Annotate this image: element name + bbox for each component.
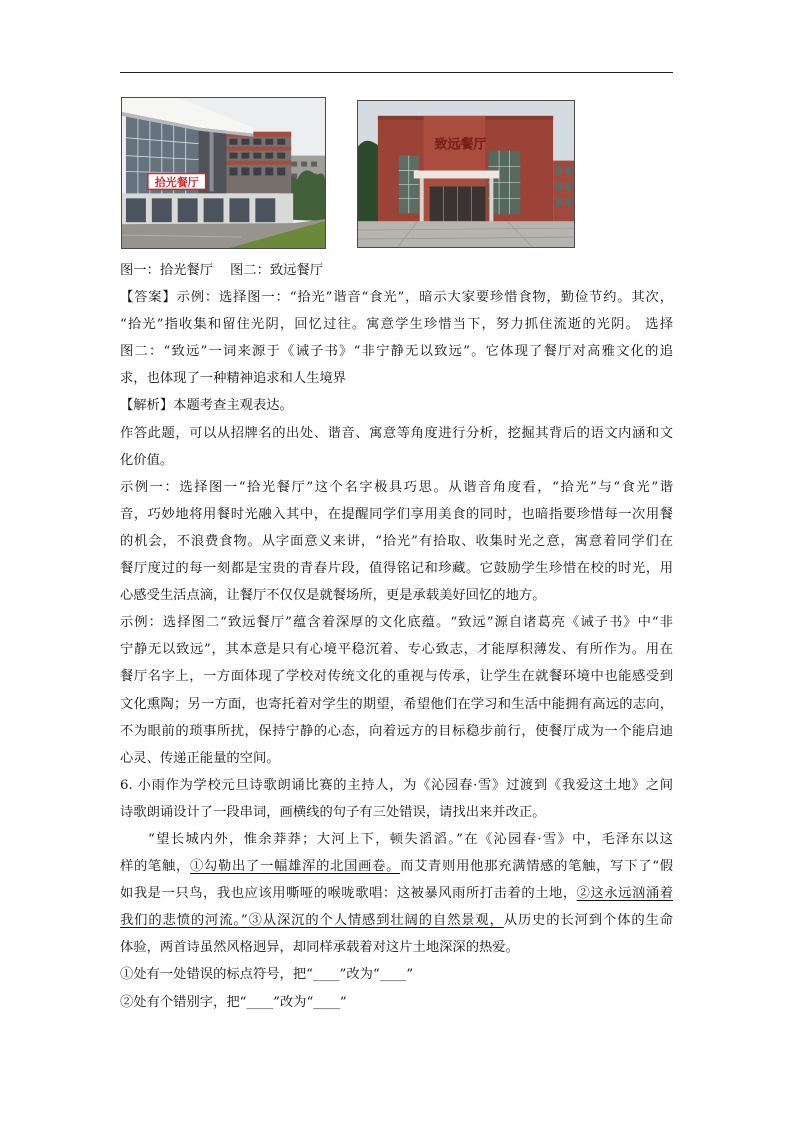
passage-line: “望长城内外，惟余莽莽；大河上下，顿失滔滔。”在《沁园春·雪》中，毛泽东以这 [148, 831, 673, 847]
passage-text: 如我是一只鸟，我也应该用嘶哑的喉咙歌唱：这被暴风雨所打击着的土地， [120, 886, 577, 902]
passage-line [120, 853, 673, 880]
question6-stem-line: 诗歌朗诵设计了一段串词，画横线的句子有三处错误，请找出来并改正。 [120, 804, 546, 820]
example2-line: 不为眼前的琐事所扰，保持宁静的心态，向着远方的目标稳步前行，使餐厅成为一个能启迪 [120, 723, 673, 739]
passage-line [120, 880, 673, 907]
figure-caption: 图一：拾光餐厅 图二：致远餐厅 [120, 263, 324, 278]
example1-line: 示例一：选择图一“拾光餐厅”这个名字极具巧思。从谐音角度看，“拾光”与“食光”谐 [120, 479, 673, 495]
restaurant-sign [148, 173, 206, 189]
analysis-line: 化价值。 [120, 452, 174, 468]
analysis-heading: 【解析】本题考查主观表达。 [120, 398, 293, 414]
right-annex [553, 161, 574, 223]
left-windows [399, 156, 419, 214]
answer-line: 【答案】示例：选择图一：“拾光”谐音“食光”，暗示大家要珍惜食物，勤俭节约。其次， [120, 290, 673, 306]
task-line: ①处有一处错误的标点符号，把“____”改为“____” [120, 967, 414, 983]
passage-text: 从历史的长河到个体的生命 [503, 913, 674, 929]
underlined-sentence-2: ②这永远汹涌着 [576, 886, 674, 902]
example2-line: 宁静无以致远”，其本意是只有心境平稳沉着、专心致志，才能厚积薄发、有所作为。用在 [120, 642, 673, 658]
example2-line: 示例：选择图二“致远餐厅”蕴含着深厚的文化底蕴。“致远”源自诸葛亮《诫子书》中“非 [120, 615, 673, 631]
underlined-sentence-3: ③从深沉的个人情感到壮阔的自然景观， [247, 913, 504, 929]
sign-text: 拾光餐厅 [154, 175, 199, 189]
photo-shiguang-drawing [122, 98, 325, 248]
example1-line: 餐厅度过的每一刻都是宝贵的青春片段，值得铭记和珍藏。它鼓励学生珍惜在校的时光，用 [120, 561, 673, 577]
example2-line: 餐厅名字上，一方面体现了学校对传统文化的重视与传承，让学生在就餐环境中也能感受到 [120, 669, 673, 685]
passage-line: 体验，两首诗虽然风格迥异，却同样承载着对这片土地深深的热爱。 [120, 940, 519, 956]
question6-stem-line: 6. 小雨作为学校元旦诗歌朗诵比赛的主持人，为《沁园春·雪》过渡到《我爱这土地》之间 [120, 777, 673, 793]
photo-shiguang-restaurant [121, 97, 326, 249]
example1-line: 音，巧妙地将用餐时光融入其中，在提醒同学们享用美食的同时，也暗指要珍惜每一次用餐 [120, 506, 673, 522]
task-line: ②处有个错别字，把“____”改为“____” [120, 994, 347, 1010]
analysis-line: 作答此题，可以从招牌名的出处、谐音、寓意等角度进行分析，挖掘其背后的语文内涵和文 [120, 425, 673, 441]
photo-zhiyuan-restaurant [357, 100, 575, 248]
pavement [358, 221, 574, 247]
upper-brick-block [225, 132, 291, 194]
header-rule [120, 72, 673, 73]
example2-line: 心灵、传递正能量的空间。 [120, 750, 280, 766]
document-body [120, 257, 673, 1016]
passage-text: 而艾青则用他那充满情感的笔触，写下了“假 [400, 859, 673, 875]
passage-line [120, 907, 673, 934]
example1-line: 心感受生活点滴，让餐厅不仅仅是就餐场所，更是承载美好回忆的地方。 [120, 588, 546, 604]
underlined-sentence-2-end: 我们的悲愤的河流。” [120, 913, 248, 929]
photo-zhiyuan-drawing [358, 101, 574, 247]
underlined-sentence-1: ①勾勒出了一幅雄浑的北国画卷。 [190, 859, 401, 875]
passage-text: 样的笔触， [120, 859, 191, 875]
answer-line: 求，也体现了一种精神追求和人生境界 [120, 371, 347, 387]
sign-text: 致远餐厅 [434, 137, 487, 153]
example1-line: 的机会，不浪费食物。从字面意义来讲，“拾光”有拾取、收集时光之意，寓意着同学们在 [120, 533, 673, 549]
answer-line: 图二：“致远”一词来源于《诫子书》“非宁静无以致远”。它体现了餐厅对高雅文化的追 [120, 344, 673, 360]
example2-line: 文化熏陶；另一方面，也寄托着对学生的期望，希望他们在学习和生活中能拥有高远的志向， [120, 696, 673, 712]
answer-line: “拾光”指收集和留住光阴，回忆过往。寓意学生珍惜当下，努力抓住流逝的光阴。 选择 [120, 317, 673, 333]
ground-floor [122, 193, 293, 224]
